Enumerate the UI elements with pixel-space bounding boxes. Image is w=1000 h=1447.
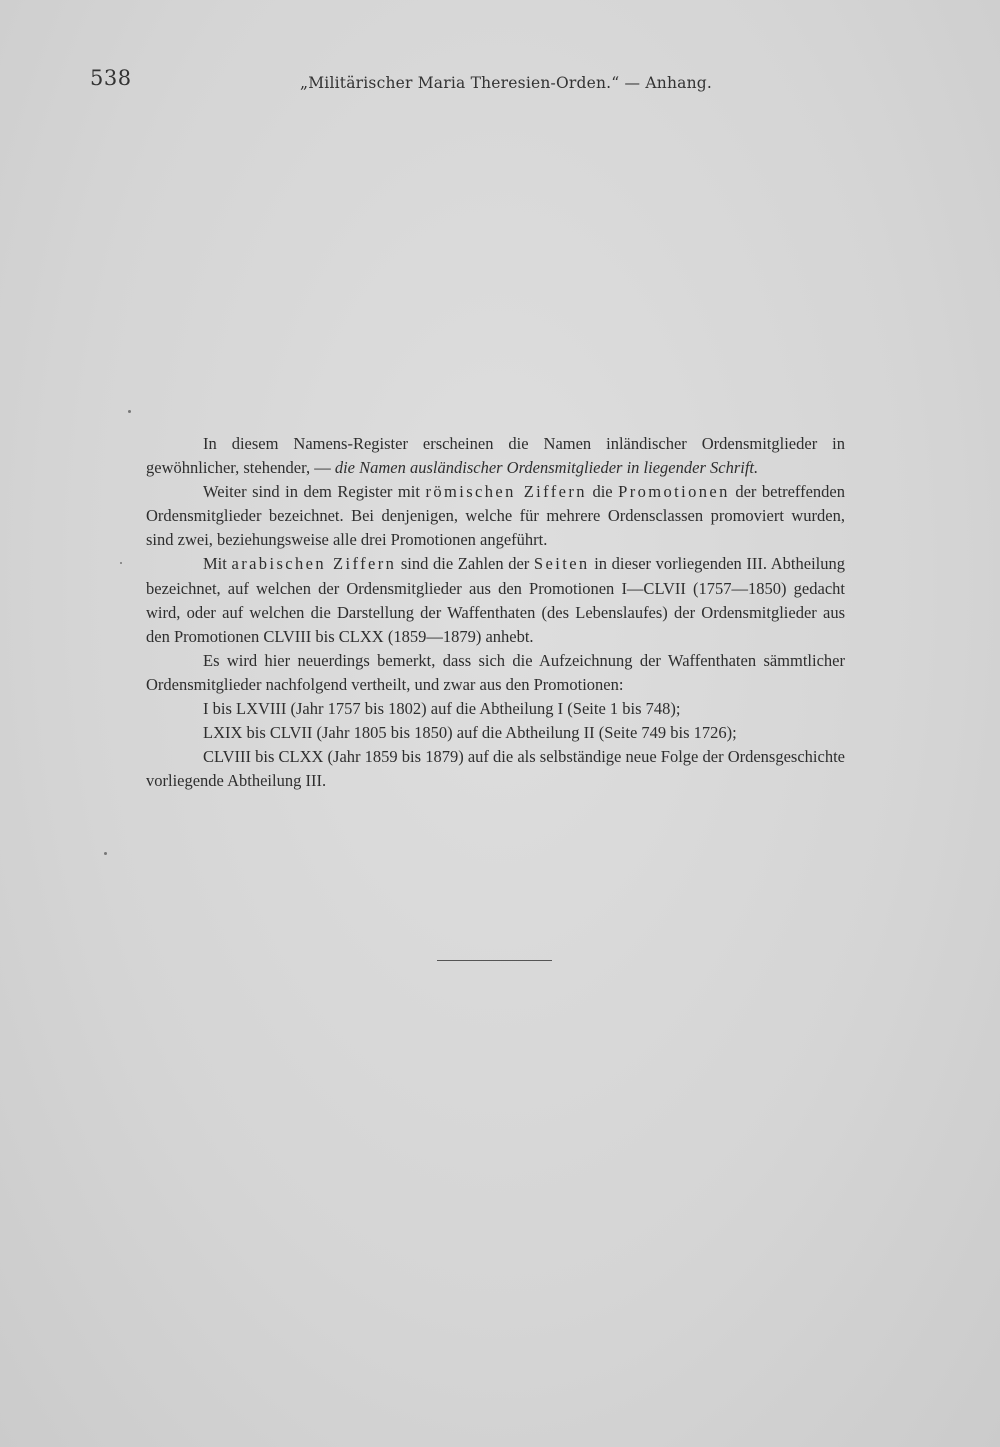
paragraph-2-text-c: der betreffenden Ordensmitglieder bezeichnet. Bei denjenigen, welche für mehrere Ordensclassen promoviert wurden, sind zwei, beziehungsweise alle drei Promotionen angeführt.: [146, 482, 845, 550]
paragraph-2-text-a: Weiter sind in dem Register mit: [203, 482, 426, 502]
paragraph-font-convention: [146, 432, 845, 480]
distribution-line-1: I bis LXVIII (Jahr 1757 bis 1802) auf die Abtheilung I (Seite 1 bis 748);: [203, 699, 681, 719]
paragraph-3-spaced-term: arabischen Ziffern: [231, 554, 397, 574]
paragraph-3-text-a: Mit: [203, 554, 232, 574]
paragraph-3-spaced-term-2: Seiten: [533, 554, 590, 574]
paper-speck: [104, 852, 107, 855]
paragraph-2-spaced-term: römischen Ziffern: [425, 482, 587, 502]
distribution-line-2: LXIX bis CLVII (Jahr 1805 bis 1850) auf die Abtheilung II (Seite 749 bis 1726);: [203, 723, 737, 743]
body-text: [146, 432, 845, 793]
paragraph-3-text-c: in dieser vorliegenden III. Abtheilung bezeichnet, auf welchen der Ordensmitglieder aus den Promotionen I—CLVII (1757—1850) gedacht wird, oder auf welchen die Darstellung der Waffenthaten (des Lebenslaufes) der Ordensmitglieder aus den Promotionen CLVIII bis CLXX (1859—1879) anhebt.: [146, 554, 845, 646]
paragraph-distribution: Es wird hier neuerdings bemerkt, dass sich die Aufzeichnung der Waffenthaten sämmtlicher Ordensmitglieder nachfolgend vertheilt, und zwar aus den Promotionen:: [146, 650, 845, 694]
running-title: „Militärischer Maria Theresien-Orden.“ — Anhang.: [300, 74, 712, 92]
paper-speck: [128, 410, 131, 413]
paragraph-2-spaced-term-2: Promotionen: [618, 482, 730, 502]
page-number: 538: [90, 66, 132, 90]
paragraph-1-text: In diesem Namens-Register erscheinen die Namen inländischer Ordensmitglieder in gewöhnlicher, stehender, —: [146, 434, 845, 478]
paragraph-roman-numerals: [146, 480, 845, 552]
paragraph-3-text-b: sind die Zahlen der: [396, 554, 534, 574]
closing-rule: [437, 960, 552, 961]
paragraph-2-text-b: die: [586, 482, 619, 502]
paragraph-arabic-numerals: [146, 552, 845, 648]
distribution-line-3: CLVIII bis CLXX (Jahr 1859 bis 1879) auf die als selbständige neue Folge der Ordensgeschichte vorliegende Abtheilung III.: [146, 747, 845, 791]
paragraph-1-italic-text: die Namen ausländischer Ordensmitglieder in liegender Schrift.: [334, 458, 759, 478]
paper-speck: [120, 562, 122, 564]
